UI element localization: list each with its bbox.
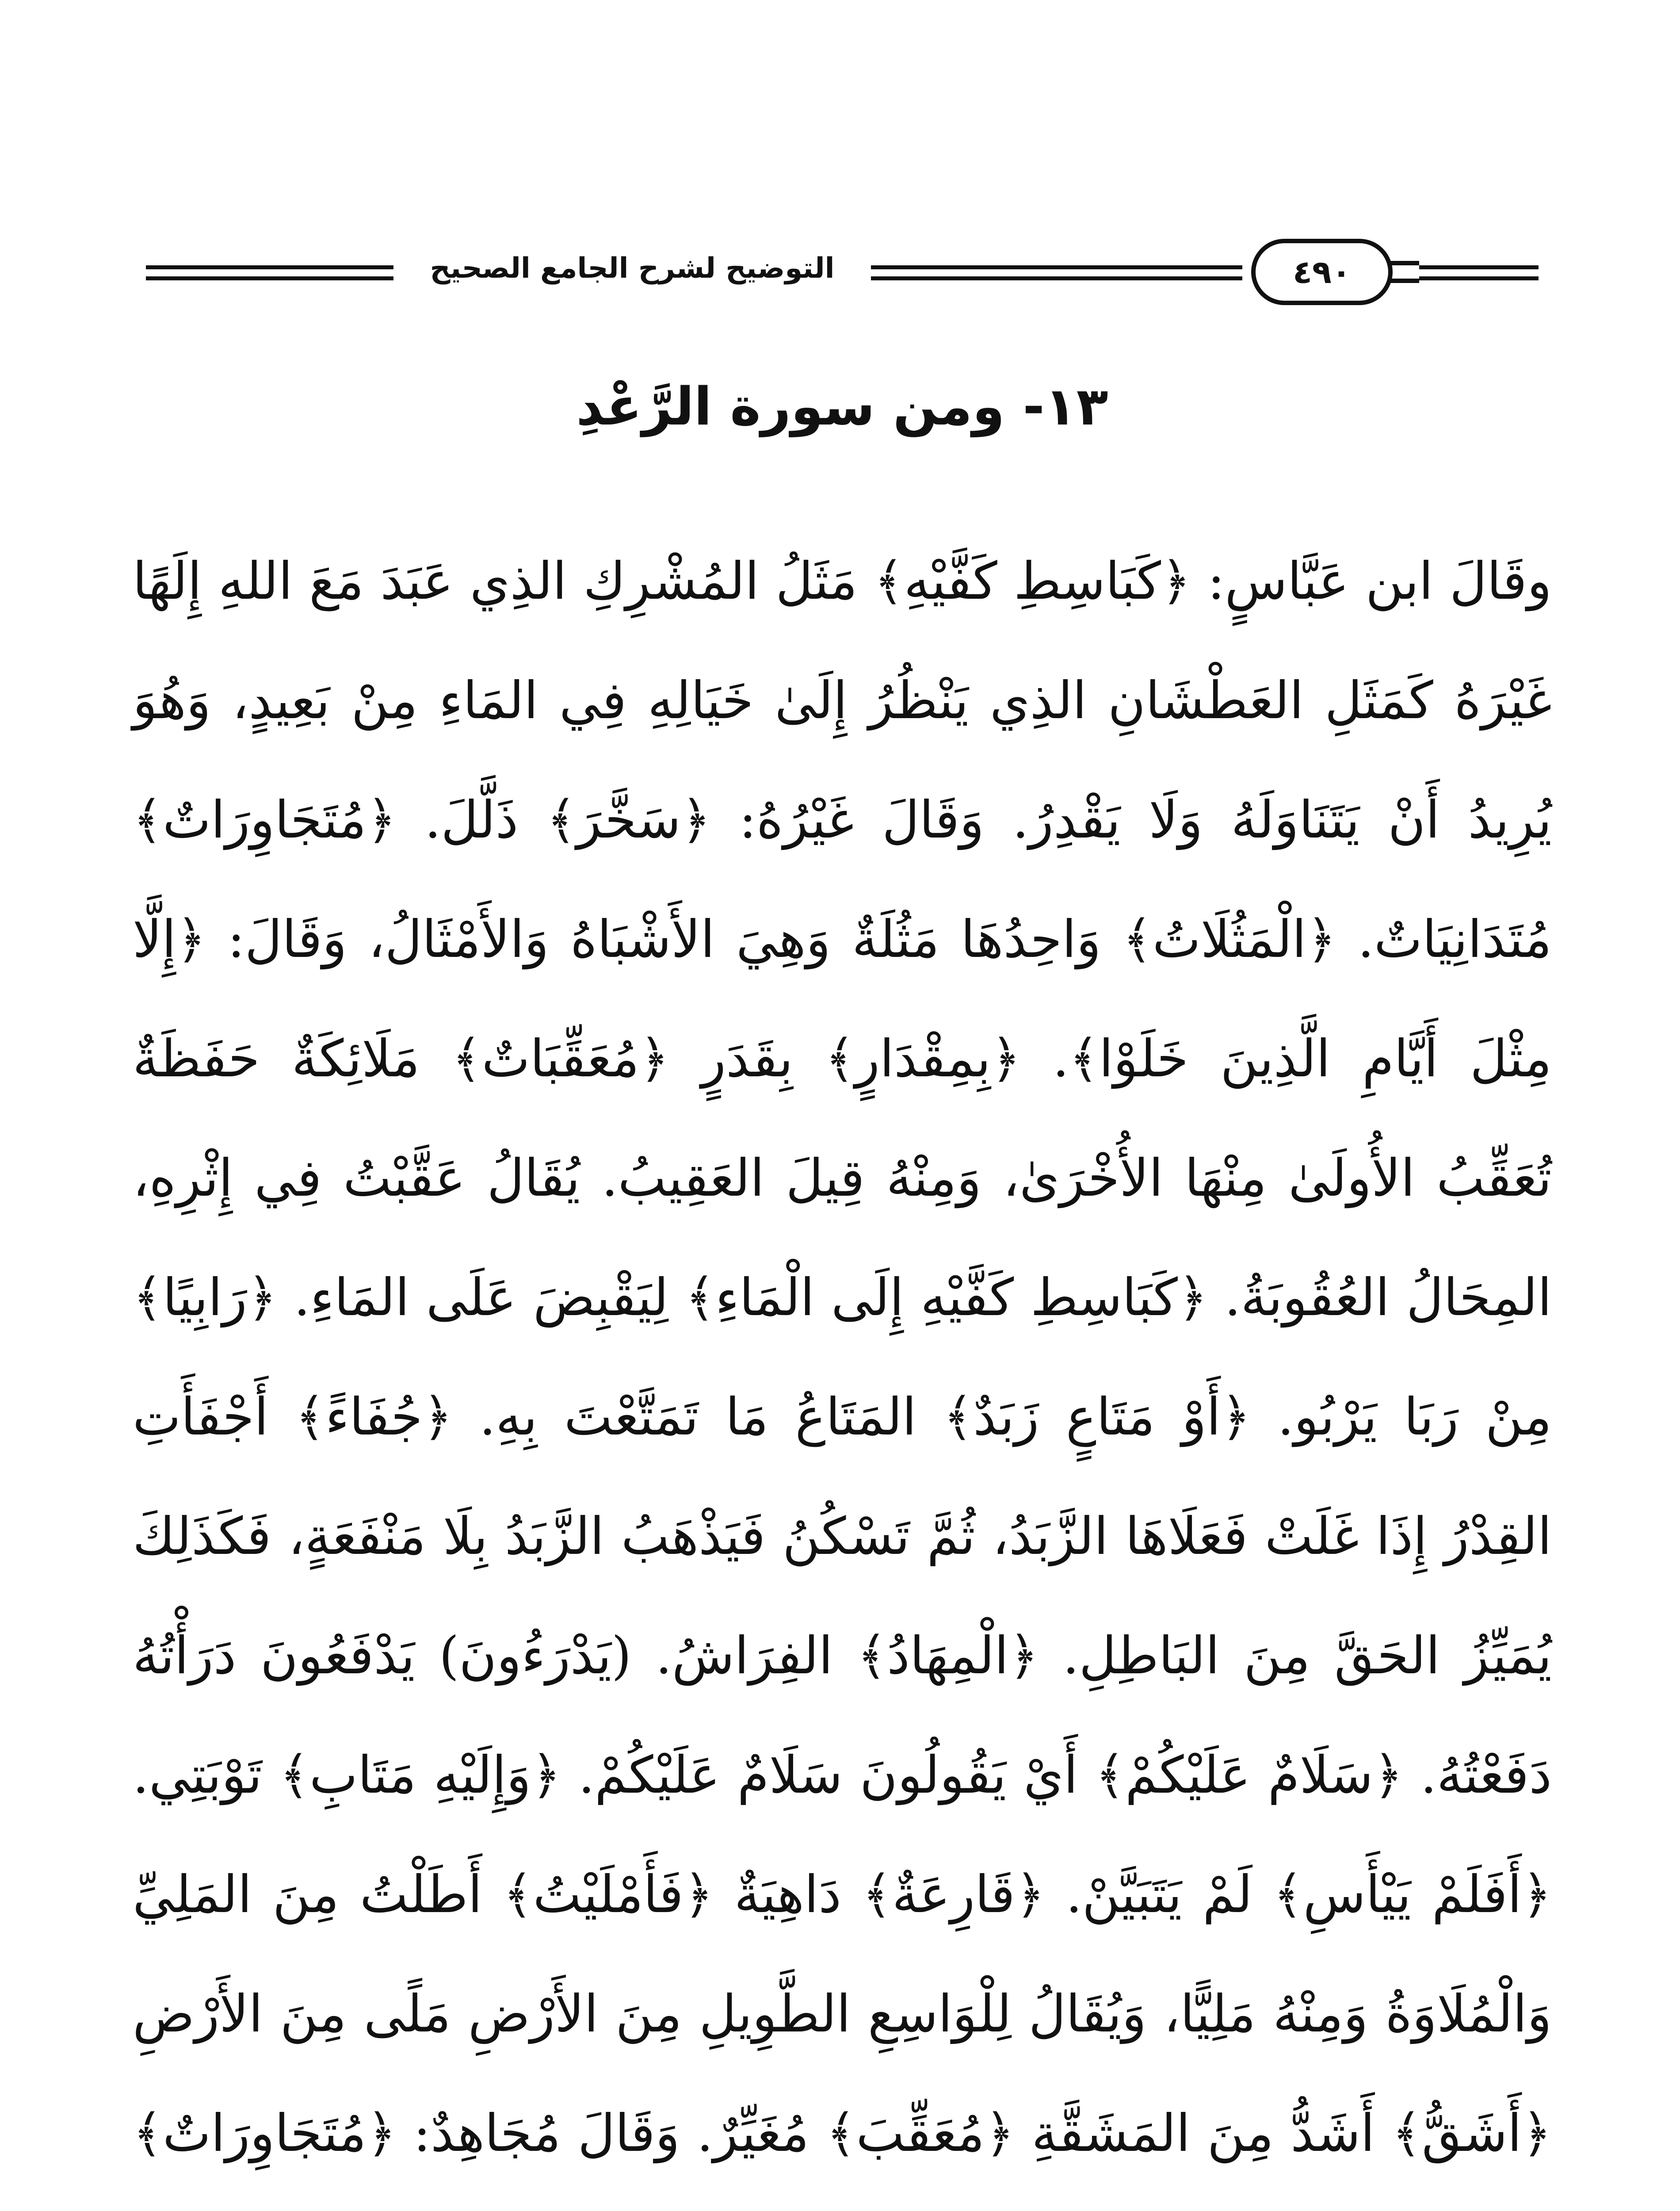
header-rule-right (1419, 265, 1539, 269)
header-rule-middle (871, 265, 1242, 269)
header-rule-left (146, 265, 393, 269)
badge-ornament (1388, 261, 1419, 283)
main-paragraph: وقَالَ ابن عَبَّاسٍ: ﴿كَبَاسِطِ كَفَّيْهِ﴾ مَثَلُ المُشْرِكِ الذِي عَبَدَ مَعَ اللهِ إِلَهًا غَيْرَهُ كَمَثَلِ العَطْشَانِ الذِي يَنْظُرُ إِلَىٰ خَيَالِهِ فِي المَاءِ مِنْ بَعِيدٍ، وَهُوَ يُرِيدُ أَنْ يَتَنَاوَلَهُ وَلَا يَقْدِرُ. وَقَالَ غَيْرُهُ: ﴿سَخَّرَ﴾ ذَلَّلَ. ﴿مُتَجَاوِرَاتٌ﴾ مُتَدَانِيَاتٌ. ﴿الْمَثُلَاتُ﴾ وَاحِدُهَا مَثُلَةٌ وَهِيَ الأَشْبَاهُ وَالأَمْثَالُ، وَقَالَ: ﴿إِلَّا مِثْلَ أَيَّامِ الَّذِينَ خَلَوْا﴾. ﴿بِمِقْدَارٍ﴾ بِقَدَرٍ ﴿مُعَقِّبَاتٌ﴾ مَلَائِكَةٌ حَفَظَةٌ تُعَقِّبُ الأُولَىٰ مِنْهَا الأُخْرَىٰ، وَمِنْهُ قِيلَ العَقِيبُ. يُقَالُ عَقَّبْتُ فِي إِثْرِهِ، المِحَالُ العُقُوبَةُ. ﴿كَبَاسِطِ كَفَّيْهِ إِلَى الْمَاءِ﴾ لِيَقْبِضَ عَلَى المَاءِ. ﴿رَابِيًا﴾ مِنْ رَبَا يَرْبُو. ﴿أَوْ مَتَاعٍ زَبَدٌ﴾ المَتَاعُ مَا تَمَتَّعْتَ بِهِ. ﴿جُفَاءً﴾ أَجْفَأَتِ القِدْرُ إِذَا غَلَتْ فَعَلَاهَا الزَّبَدُ، ثُمَّ تَسْكُنُ فَيَذْهَبُ الزَّبَدُ بِلَا مَنْفَعَةٍ، فَكَذَلِكَ يُمَيِّزُ الحَقَّ مِنَ البَاطِلِ. ﴿الْمِهَادُ﴾ الفِرَاشُ. (يَدْرَءُونَ) يَدْفَعُونَ دَرَأْتُهُ دَفَعْتُهُ. ﴿سَلَامٌ عَلَيْكُمْ﴾ أَيْ يَقُولُونَ سَلَامٌ عَلَيْكُمْ. ﴿وَإِلَيْهِ مَتَابِ﴾ تَوْبَتِي. ﴿أَفَلَمْ يَيْأَسِ﴾ لَمْ يَتَبَيَّنْ. ﴿قَارِعَةٌ﴾ دَاهِيَةٌ ﴿فَأَمْلَيْتُ﴾ أَطَلْتُ مِنَ المَلِيِّ وَالْمُلَاوَةُ وَمِنْهُ مَلِيًّا، وَيُقَالُ لِلْوَاسِعِ الطَّوِيلِ مِنَ الأَرْضِ مَلًى مِنَ الأَرْضِ ﴿أَشَقُّ﴾ أَشَدُّ مِنَ المَشَقَّةِ ﴿مُعَقِّبَ﴾ مُغَيِّرٌ. وَقَالَ مُجَاهِدٌ: ﴿مُتَجَاوِرَاتٌ﴾ (133, 551, 1552, 2163)
chapter-heading: ١٣- ومن سورة الرَّعْدِ (576, 376, 1108, 437)
page-number: ٤٩٠ (1293, 253, 1351, 291)
running-header (146, 230, 1539, 310)
page-number-badge (1251, 239, 1393, 305)
header-book-title: التوضيح لشرح الجامع الصحيح (411, 252, 853, 285)
main-text (133, 522, 1552, 2211)
